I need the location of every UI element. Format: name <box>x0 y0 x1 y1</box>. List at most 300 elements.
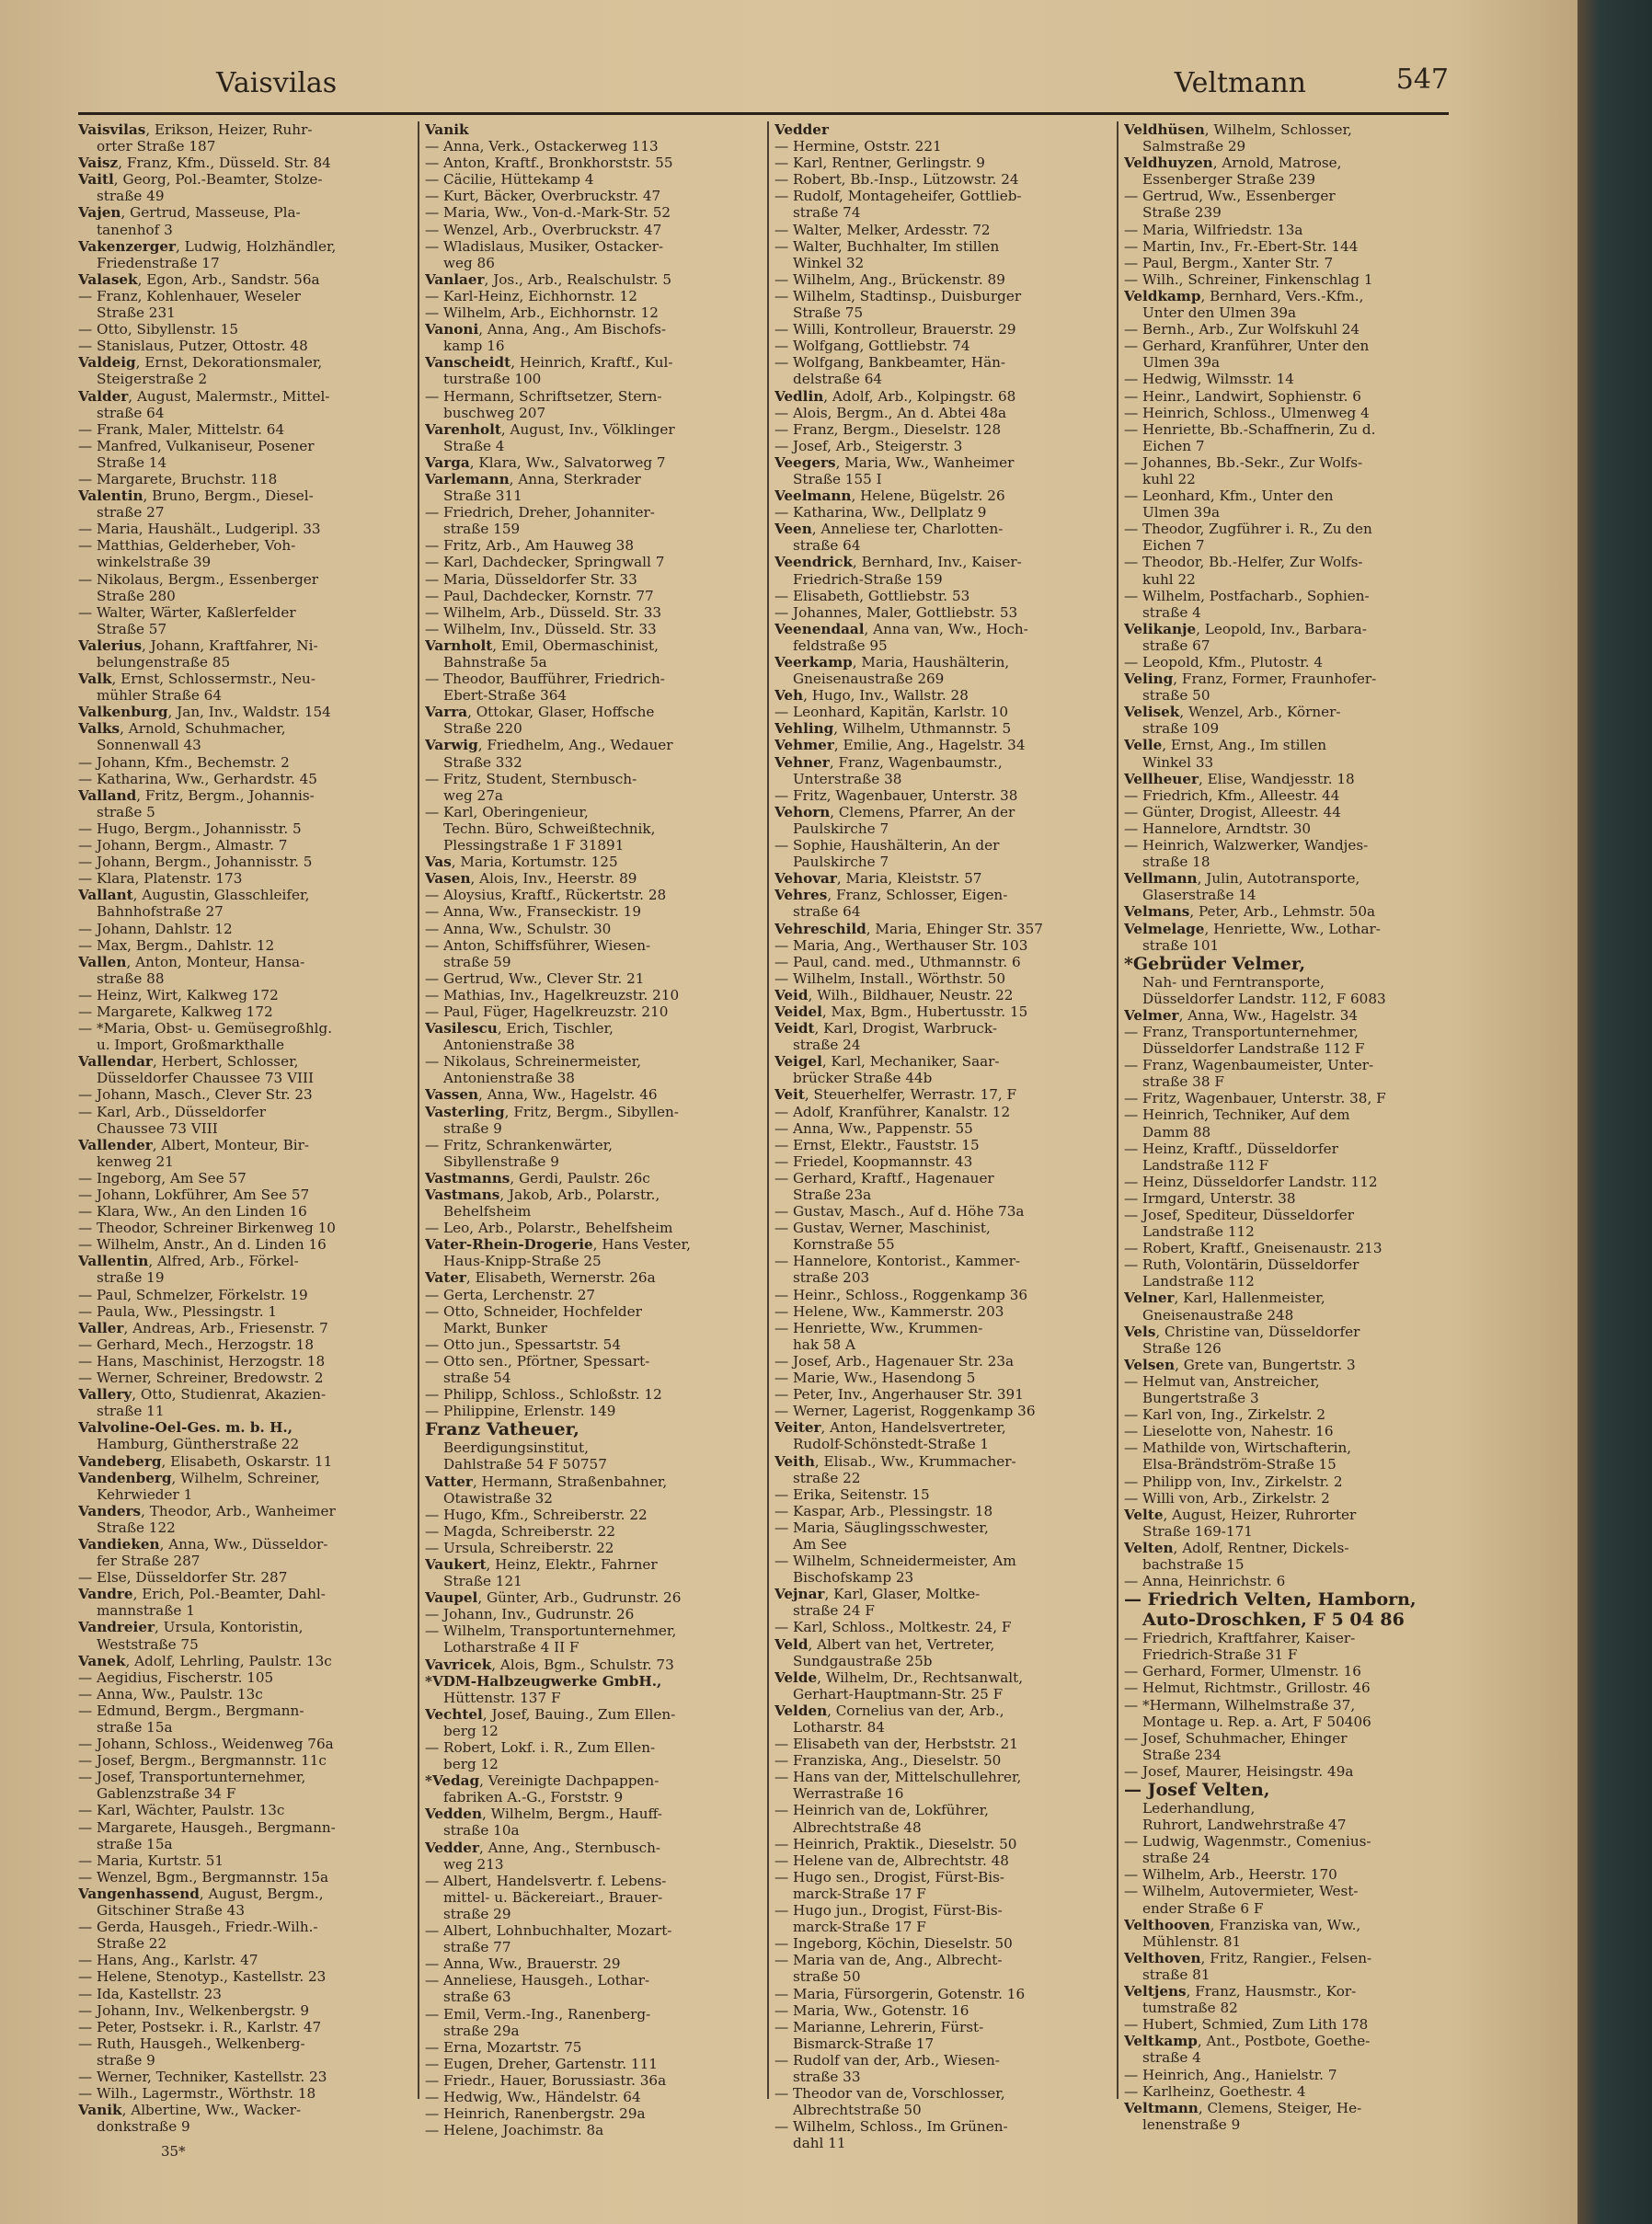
directory-line: Vallentin, Alfred, Arb., Förkel- <box>78 1253 299 1270</box>
directory-line: Velisek, Wenzel, Arb., Körner- <box>1124 704 1341 721</box>
directory-line: Bahnhofstraße 27 <box>97 903 224 921</box>
directory-line: — Maria, Haushält., Ludgeripl. 33 <box>78 521 321 538</box>
directory-line: Vechtel, Josef, Bauing., Zum Ellen- <box>425 1705 676 1723</box>
directory-line: Straße 311 <box>443 487 522 505</box>
directory-line: Straße 23a <box>793 1187 872 1203</box>
directory-line: — Johann, Bergm., Johannisstr. 5 <box>78 854 313 871</box>
directory-line: — Katharina, Ww., Dellplatz 9 <box>774 504 987 522</box>
directory-line: Velikanje, Leopold, Inv., Barbara- <box>1124 620 1367 637</box>
directory-line: — Alois, Bergm., An d. Abtei 48a <box>774 404 1007 421</box>
directory-line: — Wilhelm, Stadtinsp., Duisburger <box>774 287 1022 304</box>
directory-line: — Hugo sen., Drogist, Fürst-Bis- <box>774 1868 1005 1886</box>
directory-line: Straße 239 <box>1142 204 1222 222</box>
directory-line: — Wilhelm, Schloss., Im Grünen- <box>774 2118 1008 2136</box>
directory-line: — Hedwig, Wilmsstr. 14 <box>1124 371 1294 388</box>
directory-line: Vanik, Albertine, Ww., Wacker- <box>78 2102 302 2119</box>
directory-line: — Friedrich, Dreher, Johanniter- <box>425 504 655 522</box>
directory-line: bachstraße 15 <box>1142 1555 1245 1573</box>
directory-line: Albrechtstraße 48 <box>793 1818 922 1836</box>
directory-line: Vasterling, Fritz, Bergm., Sibyllen- <box>425 1103 679 1120</box>
directory-line: — Hans, Maschinist, Herzogstr. 18 <box>78 1352 326 1370</box>
directory-line: — Aegidius, Fischerstr. 105 <box>78 1668 274 1686</box>
directory-line: Vanoni, Anna, Ang., Am Bischofs- <box>425 321 667 338</box>
directory-line: — Rudolf van der, Arb., Wiesen- <box>774 2051 1000 2069</box>
directory-line: — Philipp von, Inv., Zirkelstr. 2 <box>1124 1473 1343 1490</box>
directory-line: Straße 22 <box>97 1935 167 1953</box>
directory-line: Behelfsheim <box>443 1203 532 1221</box>
directory-line: — Katharina, Ww., Gerhardstr. 45 <box>78 770 317 787</box>
directory-line: Straße 121 <box>443 1573 522 1590</box>
directory-line: — Philipp, Schloss., Schloßstr. 12 <box>425 1386 662 1404</box>
directory-line: Nah- und Ferntransporte, <box>1142 973 1325 991</box>
directory-line: — Wilh., Lagermstr., Wörthstr. 18 <box>78 2085 316 2103</box>
directory-line: — Elisabeth, Gottliebstr. 53 <box>774 587 970 604</box>
directory-line: — Paul, Dachdecker, Kornstr. 77 <box>425 587 654 604</box>
directory-line: — Maria, Ww., Gotenstr. 16 <box>774 2001 969 2019</box>
directory-line: — Werner, Techniker, Kastellstr. 23 <box>78 2068 327 2085</box>
directory-line: — Klara, Ww., An den Linden 16 <box>78 1203 307 1221</box>
directory-line: — Hannelore, Arndtstr. 30 <box>1124 820 1312 837</box>
directory-line: Vassen, Anna, Ww., Hagelstr. 46 <box>425 1086 658 1104</box>
directory-line: — Karl von, Ing., Zirkelstr. 2 <box>1124 1406 1326 1424</box>
directory-line: Veit, Steuerhelfer, Werrastr. 17, F <box>774 1086 1017 1104</box>
directory-line: Veld, Albert van het, Vertreter, <box>774 1635 995 1653</box>
directory-line: straße 88 <box>97 969 165 987</box>
directory-line: Vasen, Alois, Inv., Heerstr. 89 <box>425 870 637 888</box>
directory-line: — Erika, Seitenstr. 15 <box>774 1485 930 1503</box>
directory-line: — Theodor, Zugführer i. R., Zu den <box>1124 521 1372 538</box>
directory-line: Weststraße 75 <box>97 1635 199 1653</box>
directory-line: — Sophie, Haushälterin, An der <box>774 837 1000 854</box>
directory-line: turstraße 100 <box>443 371 542 388</box>
directory-line: — Friedel, Koopmannstr. 43 <box>774 1152 973 1170</box>
directory-line: straße 64 <box>793 537 861 555</box>
directory-line: — Rudolf, Montageheifer, Gottlieb- <box>774 188 1022 205</box>
directory-line: straße 67 <box>1142 636 1210 654</box>
directory-line: — Franziska, Ang., Dieselstr. 50 <box>774 1752 1002 1770</box>
directory-line: — Robert, Bb.-Insp., Lützowstr. 24 <box>774 171 1019 189</box>
directory-line: — Heinrich van de, Lokführer, <box>774 1802 990 1819</box>
directory-line: — Lieselotte von, Nahestr. 16 <box>1124 1423 1334 1440</box>
directory-line: — Karl, Wächter, Paulstr. 13c <box>78 1802 285 1819</box>
directory-line: — Anna, Ww., Franseckistr. 19 <box>425 903 641 921</box>
directory-line: Valks, Arnold, Schuhmacher, <box>78 720 286 738</box>
directory-line: straße 74 <box>793 204 861 222</box>
directory-line: — Franz, Wagenbaumeister, Unter- <box>1124 1057 1374 1074</box>
directory-line: Veh, Hugo, Inv., Wallstr. 28 <box>774 687 969 705</box>
directory-line: — Hugo, Bergm., Johannisstr. 5 <box>78 820 302 837</box>
directory-line: straße 159 <box>443 521 521 538</box>
directory-line: straße 38 F <box>1142 1073 1224 1091</box>
directory-line: — Johann, Inv., Gudrunstr. 26 <box>425 1606 635 1623</box>
directory-line: Vanek, Adolf, Lehrling, Paulstr. 13c <box>78 1652 332 1669</box>
directory-line: — Hermine, Oststr. 221 <box>774 138 942 155</box>
directory-line: — Wenzel, Arb., Overbruckstr. 47 <box>425 221 662 238</box>
directory-line: Veith, Elisab., Ww., Krummacher- <box>774 1452 1016 1470</box>
directory-line: — Paul, Füger, Hagelkreuzstr. 210 <box>425 1003 669 1020</box>
directory-line: Bismarck-Straße 17 <box>793 2035 935 2052</box>
directory-line: Veltmann, Clemens, Steiger, He- <box>1124 2099 1362 2116</box>
directory-line: Valdeig, Ernst, Dekorationsmaler, <box>78 354 323 372</box>
directory-line: Vellheuer, Elise, Wandjesstr. 18 <box>1124 770 1355 787</box>
directory-line: — Erna, Mozartstr. 75 <box>425 2038 582 2056</box>
directory-line: buschweg 207 <box>443 404 546 421</box>
directory-line: Vastmans, Jakob, Arb., Polarstr., <box>425 1187 660 1203</box>
directory-line: Glaserstraße 14 <box>1142 887 1256 904</box>
directory-line: — Helmut van, Anstreicher, <box>1124 1372 1320 1390</box>
directory-line: — Leonhard, Kapitän, Karlstr. 10 <box>774 704 1009 721</box>
directory-line: — Johannes, Bb.-Sekr., Zur Wolfs- <box>1124 453 1363 471</box>
directory-line: — Fritz, Arb., Am Hauweg 38 <box>425 537 635 555</box>
directory-line: — Wilhelm, Arb., Düsseld. Str. 33 <box>425 603 662 621</box>
directory-line: Veigel, Karl, Mechaniker, Saar- <box>774 1053 1000 1071</box>
directory-line: — Wilhelm, Autovermieter, West- <box>1124 1883 1359 1900</box>
directory-line: Straße 332 <box>443 753 522 771</box>
directory-line: Friedenstraße 17 <box>97 254 220 271</box>
directory-line: kenweg 21 <box>97 1152 174 1170</box>
directory-line: Vanlaer, Jos., Arb., Realschulstr. 5 <box>425 270 672 288</box>
directory-line: straße 203 <box>793 1269 870 1287</box>
directory-line: Straße 231 <box>97 304 176 322</box>
directory-line: — Werner, Schreiner, Bredowstr. 2 <box>78 1370 324 1387</box>
directory-line: — Anton, Schiffsführer, Wiesen- <box>425 936 651 954</box>
directory-line: Vanscheidt, Heinrich, Kraftf., Kul- <box>425 354 673 372</box>
directory-line: belungenstraße 85 <box>97 654 231 671</box>
directory-line: — Maria, Säuglingsschwester, <box>774 1519 989 1536</box>
directory-line: Paulskirche 7 <box>793 820 889 837</box>
directory-line: Veldhüsen, Wilhelm, Schlosser, <box>1124 121 1352 138</box>
directory-line: Veidel, Max, Bgm., Hubertusstr. 15 <box>774 1003 1028 1020</box>
directory-line: — Leopold, Kfm., Plutostr. 4 <box>1124 654 1324 671</box>
directory-line: straße 24 <box>1142 1850 1210 1867</box>
directory-line: — Helene, Stenotyp., Kastellstr. 23 <box>78 1968 327 1986</box>
directory-line: Veldkamp, Bernhard, Vers.-Kfm., <box>1124 287 1364 304</box>
directory-line: Veendrick, Bernhard, Inv., Kaiser- <box>774 554 1022 571</box>
directory-line: *Vedag, Vereinigte Dachpappen- <box>425 1772 660 1790</box>
directory-line: Antonienstraße 38 <box>443 1070 575 1087</box>
directory-line: Hamburg, Güntherstraße 22 <box>97 1436 300 1453</box>
directory-line: — Theodor, Bb.-Helfer, Zur Wolfs- <box>1124 554 1363 571</box>
directory-line: Vels, Christine van, Düsseldorfer <box>1124 1323 1360 1340</box>
directory-line: Rudolf-Schönstedt-Straße 1 <box>793 1436 990 1453</box>
directory-line: — Wladislaus, Musiker, Ostacker- <box>425 237 663 255</box>
directory-line: Mühlenstr. 81 <box>1142 1932 1242 1950</box>
directory-line: Vehmer, Emilie, Ang., Hagelstr. 34 <box>774 737 1026 754</box>
directory-line: — Henriette, Ww., Krummen- <box>774 1319 983 1336</box>
directory-line: straße 50 <box>1142 687 1210 705</box>
directory-line: straße 29 <box>443 1905 511 1922</box>
directory-line: — Helene, Ww., Kammerstr. 203 <box>774 1302 1004 1320</box>
directory-line: — Karl, Arb., Düsseldorfer <box>78 1103 267 1120</box>
directory-line: — Fritz, Schrankenwärter, <box>425 1136 614 1153</box>
directory-line: — Fritz, Wagenbauer, Unterstr. 38 <box>774 786 1018 804</box>
directory-line: Vatter, Hermann, Straßenbahner, <box>425 1473 668 1490</box>
directory-line: Straße 122 <box>97 1519 176 1536</box>
directory-line: berg 12 <box>443 1756 499 1773</box>
directory-line: Friedrich-Straße 159 <box>793 570 943 588</box>
directory-line: straße 19 <box>97 1269 165 1287</box>
directory-line: — Margarete, Bruchstr. 118 <box>78 470 278 487</box>
directory-line: — Wenzel, Bgm., Bergmannstr. 15a <box>78 1868 329 1886</box>
directory-line: Düsseldorfer Landstr. 112, F 6083 <box>1142 990 1386 1007</box>
directory-line: Straße 220 <box>443 720 522 738</box>
directory-line: Lotharstr. 84 <box>793 1719 885 1736</box>
directory-line: Ulmen 39a <box>1142 504 1221 522</box>
directory-line: weg 27a <box>443 786 503 804</box>
directory-line: Veen, Anneliese ter, Charlotten- <box>774 521 1004 538</box>
directory-line: Antonienstraße 38 <box>443 1037 575 1054</box>
directory-line: — Friedr., Hauer, Borussiastr. 36a <box>425 2071 667 2089</box>
directory-line: Vallery, Otto, Studienrat, Akazien- <box>78 1386 327 1404</box>
directory-line: — Wilhelm, Arb., Eichhornstr. 12 <box>425 304 659 322</box>
directory-line: Albrechtstraße 50 <box>793 2102 922 2119</box>
directory-line: straße 4 <box>1142 603 1201 621</box>
directory-line: Vehreschild, Maria, Ehinger Str. 357 <box>774 920 1043 937</box>
directory-line: Varenholt, August, Inv., Völklinger <box>425 420 675 438</box>
directory-line: — Ingeborg, Am See 57 <box>78 1169 247 1187</box>
directory-line: — Franz, Kohlenhauer, Weseler <box>78 287 301 304</box>
directory-line: lenenstraße 9 <box>1142 2115 1241 2133</box>
directory-line: — *Maria, Obst- u. Gemüsegroßhlg. <box>78 1020 333 1037</box>
directory-line: — Manfred, Vulkaniseur, Posener <box>78 437 315 454</box>
directory-line: — Wolfgang, Gottliebstr. 74 <box>774 338 970 355</box>
directory-line: — Josef, Bergm., Bergmannstr. 11c <box>78 1752 327 1770</box>
directory-line: mühler Straße 64 <box>97 687 223 705</box>
directory-line: straße 9 <box>97 2051 155 2069</box>
directory-line: — Walter, Buchhalter, Im stillen <box>774 237 1000 255</box>
directory-line: *Gebrüder Velmer, <box>1124 953 1306 974</box>
directory-line: Landstraße 112 <box>1142 1223 1255 1241</box>
directory-line: Veltkamp, Ant., Postbote, Goethe- <box>1124 2033 1371 2050</box>
directory-line: — Fritz, Student, Sternbusch- <box>425 770 637 787</box>
directory-line: — Fritz, Wagenbauer, Unterstr. 38, F <box>1124 1090 1386 1107</box>
directory-line: straße 54 <box>443 1370 511 1387</box>
directory-line: Vanik <box>425 121 469 138</box>
directory-line: Valvoline-Oel-Ges. m. b. H., <box>78 1419 293 1437</box>
directory-line: — Hermann, Schriftsetzer, Stern- <box>425 387 662 405</box>
directory-line: Haus-Knipp-Straße 25 <box>443 1253 602 1270</box>
directory-line: straße 5 <box>97 803 155 820</box>
directory-line: — Otto, Schneider, Hochfelder <box>425 1302 642 1320</box>
directory-line: — Elisabeth van der, Herbststr. 21 <box>774 1736 1018 1753</box>
directory-line: — Robert, Kraftf., Gneisenaustr. 213 <box>1124 1240 1382 1257</box>
directory-line: — Wilhelm, Arb., Heerstr. 170 <box>1124 1866 1337 1884</box>
directory-line: Chaussee 73 VIII <box>97 1119 218 1137</box>
directory-line: straße 27 <box>97 504 165 522</box>
column-3 <box>774 121 1117 2151</box>
directory-line: Landstraße 112 <box>1142 1273 1255 1290</box>
directory-line: — Hans van der, Mittelschullehrer, <box>774 1769 1022 1786</box>
directory-line: Plessingstraße 1 F 31891 <box>443 837 625 854</box>
directory-line: — Heinrich, Walzwerker, Wandjes- <box>1124 837 1369 854</box>
directory-line: Gneisenaustraße 248 <box>1142 1306 1294 1324</box>
signature-mark: 35* <box>161 2143 186 2160</box>
directory-line: — Matthias, Gelderheber, Voh- <box>78 537 296 555</box>
directory-line: straße 64 <box>97 404 165 421</box>
directory-line: — Theodor, Schreiner Birkenweg 10 <box>78 1220 336 1237</box>
directory-line: — Walter, Wärter, Kaßlerfelder <box>78 603 296 621</box>
directory-line: — Johann, Masch., Clever Str. 23 <box>78 1086 313 1104</box>
directory-line: — Helene van de, Albrechtstr. 48 <box>774 1851 1009 1869</box>
directory-line: — Heinr., Schloss., Roggenkamp 36 <box>774 1286 1028 1303</box>
directory-line: — Gerhard, Former, Ulmenstr. 16 <box>1124 1663 1361 1680</box>
directory-line: — Maria, Fürsorgerin, Gotenstr. 16 <box>774 1985 1026 2002</box>
directory-line: donkstraße 9 <box>97 2118 190 2136</box>
directory-line: Velte, August, Heizer, Ruhrorter <box>1124 1506 1357 1523</box>
directory-line: Straße 234 <box>1142 1746 1222 1763</box>
directory-line: — Helmut, Richtmstr., Grillostr. 46 <box>1124 1679 1371 1697</box>
directory-line: — Gerhard, Kranführer, Unter den <box>1124 338 1370 355</box>
directory-line: — Wilhelm, Install., Wörthstr. 50 <box>774 969 1006 987</box>
directory-line: Straße 4 <box>443 437 505 454</box>
directory-line: straße 77 <box>443 1939 511 1956</box>
directory-line: straße 4 <box>1142 2049 1201 2067</box>
directory-line: straße 49 <box>97 188 165 205</box>
directory-line: — Nikolaus, Bergm., Essenberger <box>78 570 319 588</box>
directory-line: Vedlin, Adolf, Arb., Kolpingstr. 68 <box>774 387 1016 405</box>
directory-line: — Ludwig, Wagenmstr., Comenius- <box>1124 1833 1371 1851</box>
directory-line: — Maria, Ww., Von-d.-Mark-Str. 52 <box>425 204 671 222</box>
directory-line: Vehling, Wilhelm, Uthmannstr. 5 <box>774 720 1012 738</box>
directory-line: Vandre, Erich, Pol.-Beamter, Dahl- <box>78 1586 326 1603</box>
directory-line: Veling, Franz, Former, Fraunhofer- <box>1124 671 1377 688</box>
directory-line: — Heinrich, Praktik., Dieselstr. 50 <box>774 1835 1017 1852</box>
directory-line: — Martin, Inv., Fr.-Ebert-Str. 144 <box>1124 237 1359 255</box>
directory-line: Veldhuyzen, Arnold, Matrose, <box>1124 155 1342 172</box>
directory-line: — Maria, Düsseldorfer Str. 33 <box>425 570 637 588</box>
directory-line: — Heinrich, Ang., Hanielstr. 7 <box>1124 2066 1337 2083</box>
directory-line: Winkel 33 <box>1142 753 1214 771</box>
directory-line: — Karlheinz, Goethestr. 4 <box>1124 2082 1306 2100</box>
directory-line: Vedder, Anne, Ang., Sternbusch- <box>425 1839 661 1856</box>
directory-line: kamp 16 <box>443 338 505 355</box>
directory-line: — Heinz, Kraftf., Düsseldorfer <box>1124 1140 1338 1157</box>
directory-line: — Henriette, Bb.-Schaffnerin, Zu d. <box>1124 420 1376 438</box>
directory-line: — Paul, Schmelzer, Förkelstr. 19 <box>78 1286 308 1303</box>
directory-line: tanenhof 3 <box>97 221 173 238</box>
directory-line: Straße 14 <box>97 453 167 471</box>
directory-line: Straße 155 I <box>793 470 882 487</box>
directory-line: Bungertstraße 3 <box>1142 1390 1259 1407</box>
directory-line: — Josef, Schuhmacher, Ehinger <box>1124 1729 1348 1747</box>
directory-line: Düsseldorfer Landstraße 112 F <box>1142 1040 1365 1058</box>
book-binding <box>1577 0 1652 2224</box>
directory-line: straße 9 <box>443 1119 502 1137</box>
directory-line: weg 86 <box>443 254 495 271</box>
directory-line: — Edmund, Bergm., Bergmann- <box>78 1702 304 1719</box>
directory-line: — Bernh., Arb., Zur Wolfskuhl 24 <box>1124 321 1360 338</box>
directory-line: Valentin, Bruno, Bergm., Diesel- <box>78 487 314 505</box>
directory-line: straße 109 <box>1142 720 1220 738</box>
directory-line: — Werner, Lagerist, Roggenkamp 36 <box>774 1403 1036 1420</box>
directory-line: — Max, Bergm., Dahlstr. 12 <box>78 936 275 954</box>
directory-line: Sonnenwall 43 <box>97 737 201 754</box>
directory-line: — Karl-Heinz, Eichhornstr. 12 <box>425 287 637 304</box>
directory-line: — Maria, Wilfriedstr. 13a <box>1124 221 1303 238</box>
directory-line: — Maria, Kurtstr. 51 <box>78 1851 224 1869</box>
directory-line: — Heinz, Wirt, Kalkweg 172 <box>78 986 279 1003</box>
directory-line: Eichen 7 <box>1142 437 1205 454</box>
directory-line: Gneisenaustraße 269 <box>793 671 945 688</box>
directory-line: Valk, Ernst, Schlossermstr., Neu- <box>78 671 315 688</box>
directory-line: — Hedwig, Ww., Händelstr. 64 <box>425 2088 641 2105</box>
directory-line: Salmstraße 29 <box>1142 138 1246 155</box>
directory-line: — Kaspar, Arb., Plessingstr. 18 <box>774 1502 993 1519</box>
directory-line: — Maria van de, Ang., Albrecht- <box>774 1952 1003 1969</box>
directory-line: Veltjens, Franz, Hausmstr., Kor- <box>1124 1983 1357 2000</box>
directory-line: Valland, Fritz, Bergm., Johannis- <box>78 786 315 804</box>
directory-line: feldstraße 95 <box>793 636 888 654</box>
directory-line: Vehner, Franz, Wagenbaumstr., <box>774 753 1003 771</box>
column-divider <box>1117 121 1119 2099</box>
directory-line: — Margarete, Hausgeh., Bergmann- <box>78 1818 336 1836</box>
directory-line: Essenberger Straße 239 <box>1142 171 1315 189</box>
directory-line: straße 101 <box>1142 936 1220 954</box>
directory-line: — Gerda, Hausgeh., Friedr.-Wilh.- <box>78 1919 318 1936</box>
directory-line: — Wolfgang, Bankbeamter, Hän- <box>774 354 1006 372</box>
directory-line: orter Straße 187 <box>97 138 216 155</box>
directory-line: Velmans, Peter, Arb., Lehmstr. 50a <box>1124 903 1376 921</box>
directory-line: — Karl, Oberingenieur, <box>425 803 589 820</box>
directory-line: — Hans, Ang., Karlstr. 47 <box>78 1952 258 1969</box>
directory-line: straße 33 <box>793 2068 861 2085</box>
directory-line: — Else, Düsseldorfer Str. 287 <box>78 1569 288 1587</box>
directory-line: Valder, August, Malermstr., Mittel- <box>78 387 330 405</box>
directory-line: — Johann, Kfm., Bechemstr. 2 <box>78 753 290 771</box>
directory-line: — Josef, Arb., Steigerstr. 3 <box>774 437 963 454</box>
directory-line: — Paul, cand. med., Uthmannstr. 6 <box>774 953 1021 970</box>
directory-line: Sibyllenstraße 9 <box>443 1152 559 1170</box>
directory-line: Vallendar, Herbert, Schlosser, <box>78 1053 299 1071</box>
directory-line: Markt, Bunker <box>443 1319 548 1336</box>
directory-line: Straße 75 <box>793 304 864 322</box>
directory-line: — Johann, Schloss., Weidenweg 76a <box>78 1736 334 1753</box>
column-2 <box>425 121 767 2138</box>
directory-line: marck-Straße 17 F <box>793 1885 926 1902</box>
directory-line: — Maria, Ang., Werthauser Str. 103 <box>774 936 1028 954</box>
directory-line: Auto-Droschken, F 5 04 86 <box>1142 1610 1405 1631</box>
directory-line: — Franz, Bergm., Dieselstr. 128 <box>774 420 1002 438</box>
directory-line: Vedden, Wilhelm, Bergm., Hauff- <box>425 1806 662 1823</box>
directory-line: ender Straße 6 F <box>1142 1899 1264 1917</box>
directory-line: — Heinrich, Techniker, Auf dem <box>1124 1106 1350 1124</box>
directory-line: — Magda, Schreiberstr. 22 <box>425 1522 616 1540</box>
directory-line: — Johannes, Maler, Gottliebstr. 53 <box>774 603 1018 621</box>
directory-line: Kornstraße 55 <box>793 1236 895 1254</box>
directory-line: straße 18 <box>1142 854 1210 871</box>
directory-line: — Ida, Kastellstr. 23 <box>78 1985 222 2002</box>
directory-line: — Karl, Schloss., Moltkestr. 24, F <box>774 1619 1012 1636</box>
directory-line: Straße 126 <box>1142 1339 1222 1357</box>
directory-line: Velten, Adolf, Rentner, Dickels- <box>1124 1539 1349 1556</box>
directory-line: Veerkamp, Maria, Haushälterin, <box>774 654 1010 671</box>
directory-line: — Ruth, Volontärin, Düsseldorfer <box>1124 1256 1359 1274</box>
directory-line: Varra, Ottokar, Glaser, Hoffsche <box>425 704 655 721</box>
directory-line: Vehovar, Maria, Kleiststr. 57 <box>774 870 982 888</box>
directory-line: Beerdigungsinstitut, <box>443 1439 589 1457</box>
directory-line: Techn. Büro, Schweißtechnik, <box>443 820 656 837</box>
directory-line: — Theodor van de, Vorschlosser, <box>774 2085 1005 2103</box>
directory-line: — Hugo, Kfm., Schreiberstr. 22 <box>425 1506 648 1523</box>
directory-line: Vasilescu, Erich, Tischler, <box>425 1020 614 1037</box>
directory-line: straße 63 <box>443 1989 511 2006</box>
directory-line: fer Straße 287 <box>97 1553 201 1570</box>
directory-line: Lotharstraße 4 II F <box>443 1639 579 1657</box>
directory-line: — Franz, Transportunternehmer, <box>1124 1023 1359 1040</box>
directory-line: mannstraße 1 <box>97 1602 195 1620</box>
directory-line: — Paula, Ww., Plessingstr. 1 <box>78 1302 278 1320</box>
directory-line: — Günter, Drogist, Alleestr. 44 <box>1124 803 1341 820</box>
